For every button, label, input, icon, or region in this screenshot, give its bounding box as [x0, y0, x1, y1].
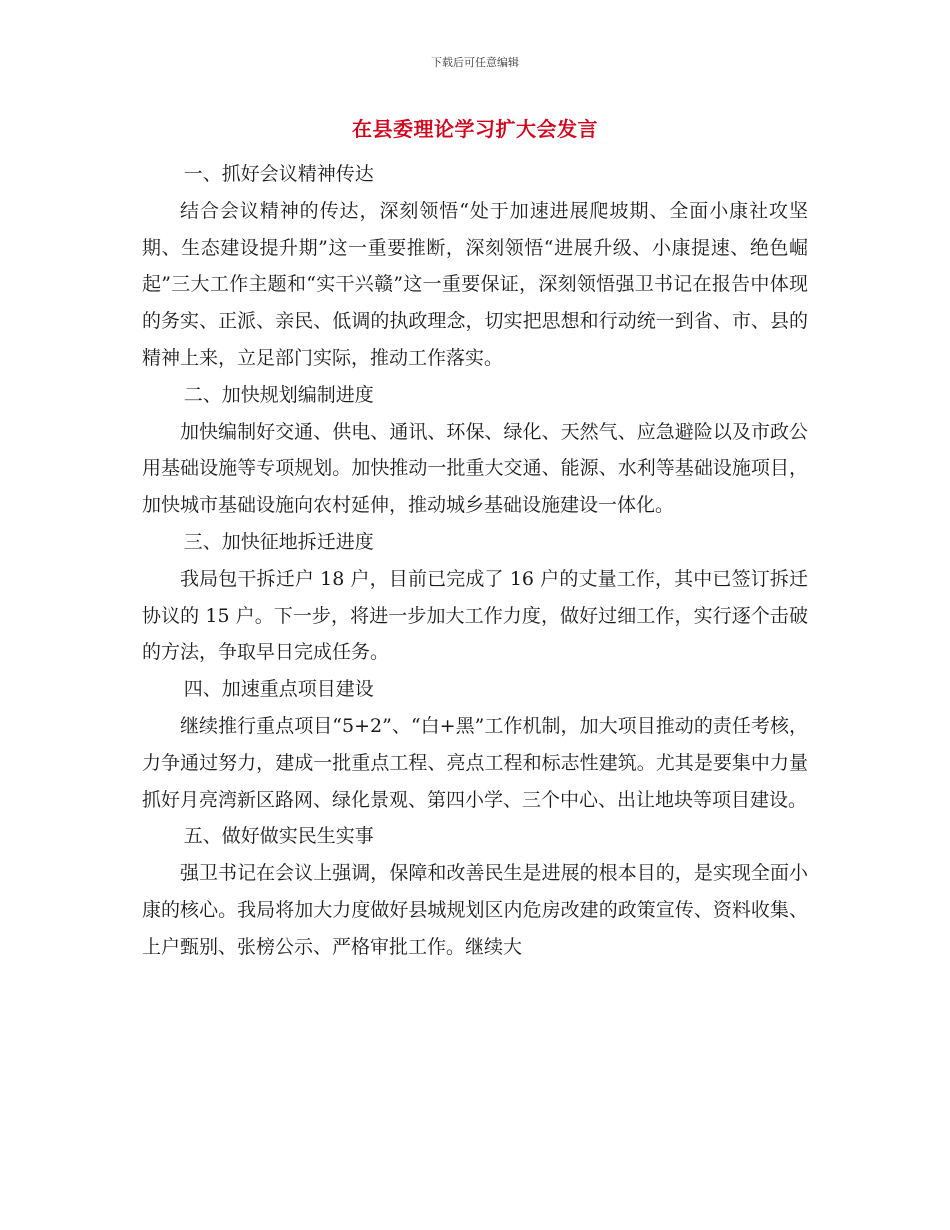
document-body: [142, 156, 808, 966]
paragraph-5: 强卫书记在会议上强调，保障和改善民生是进展的根本目的，是实现全面小康的核心。我局将加大力度做好县城规划区内危房改建的政策宣传、资料收集、上户甄别、张榜公示、严格审批工作。继续大: [142, 862, 808, 958]
paragraph-2: 加快编制好交通、供电、通讯、环保、绿化、天然气、应急避险以及市政公用基础设施等专项规划。加快推动一批重大交通、能源、水利等基础设施项目，加快城市基础设施向农村延伸，推动城乡基础设施建设一体化。: [142, 420, 808, 517]
paragraph-4: 继续推行重点项目“5+2”、“白+黑”工作机制，加大项目推动的责任考核，力争通过努力，建成一批重点工程、亮点工程和标志性建筑。尤其是要集中力量抓好月亮湾新区路网、绿化景观、第四小学、三个中心、出让地块等项目建设。: [142, 714, 808, 811]
paragraph-1: 结合会议精神的传达，深刻领悟“处于加速进展爬坡期、全面小康社攻坚期、生态建设提升期”这一重要推断，深刻领悟“进展升级、小康提速、绝色崛起”三大工作主题和“实干兴赣”这一重要保证，深刻领悟强卫书记在报告中体现的务实、正派、亲民、低调的执政理念，切实把思想和行动统一到省、市、县的精神上来，立足部门实际，推动工作落实。: [142, 199, 808, 369]
header-note: 下载后可任意编辑: [431, 56, 519, 69]
section-heading-4: 四、加速重点项目建设: [183, 678, 374, 701]
section-heading-5: 五、做好做实民生实事: [183, 825, 374, 848]
section-heading-3: 三、加快征地拆迁进度: [183, 530, 374, 553]
document-title: 在县委理论学习扩大会发言: [352, 117, 598, 141]
section-heading-1: 一、抓好会议精神传达: [183, 163, 374, 185]
section-heading-2: 二、加快规划编制进度: [183, 383, 374, 406]
paragraph-3: 我局包干拆迁户 18 户，目前已完成了 16 户的丈量工作，其中已签订拆迁协议的 15 户。下一步，将进一步加大工作力度，做好过细工作，实行逐个击破的方法，争取早日完成任务。: [142, 567, 808, 664]
